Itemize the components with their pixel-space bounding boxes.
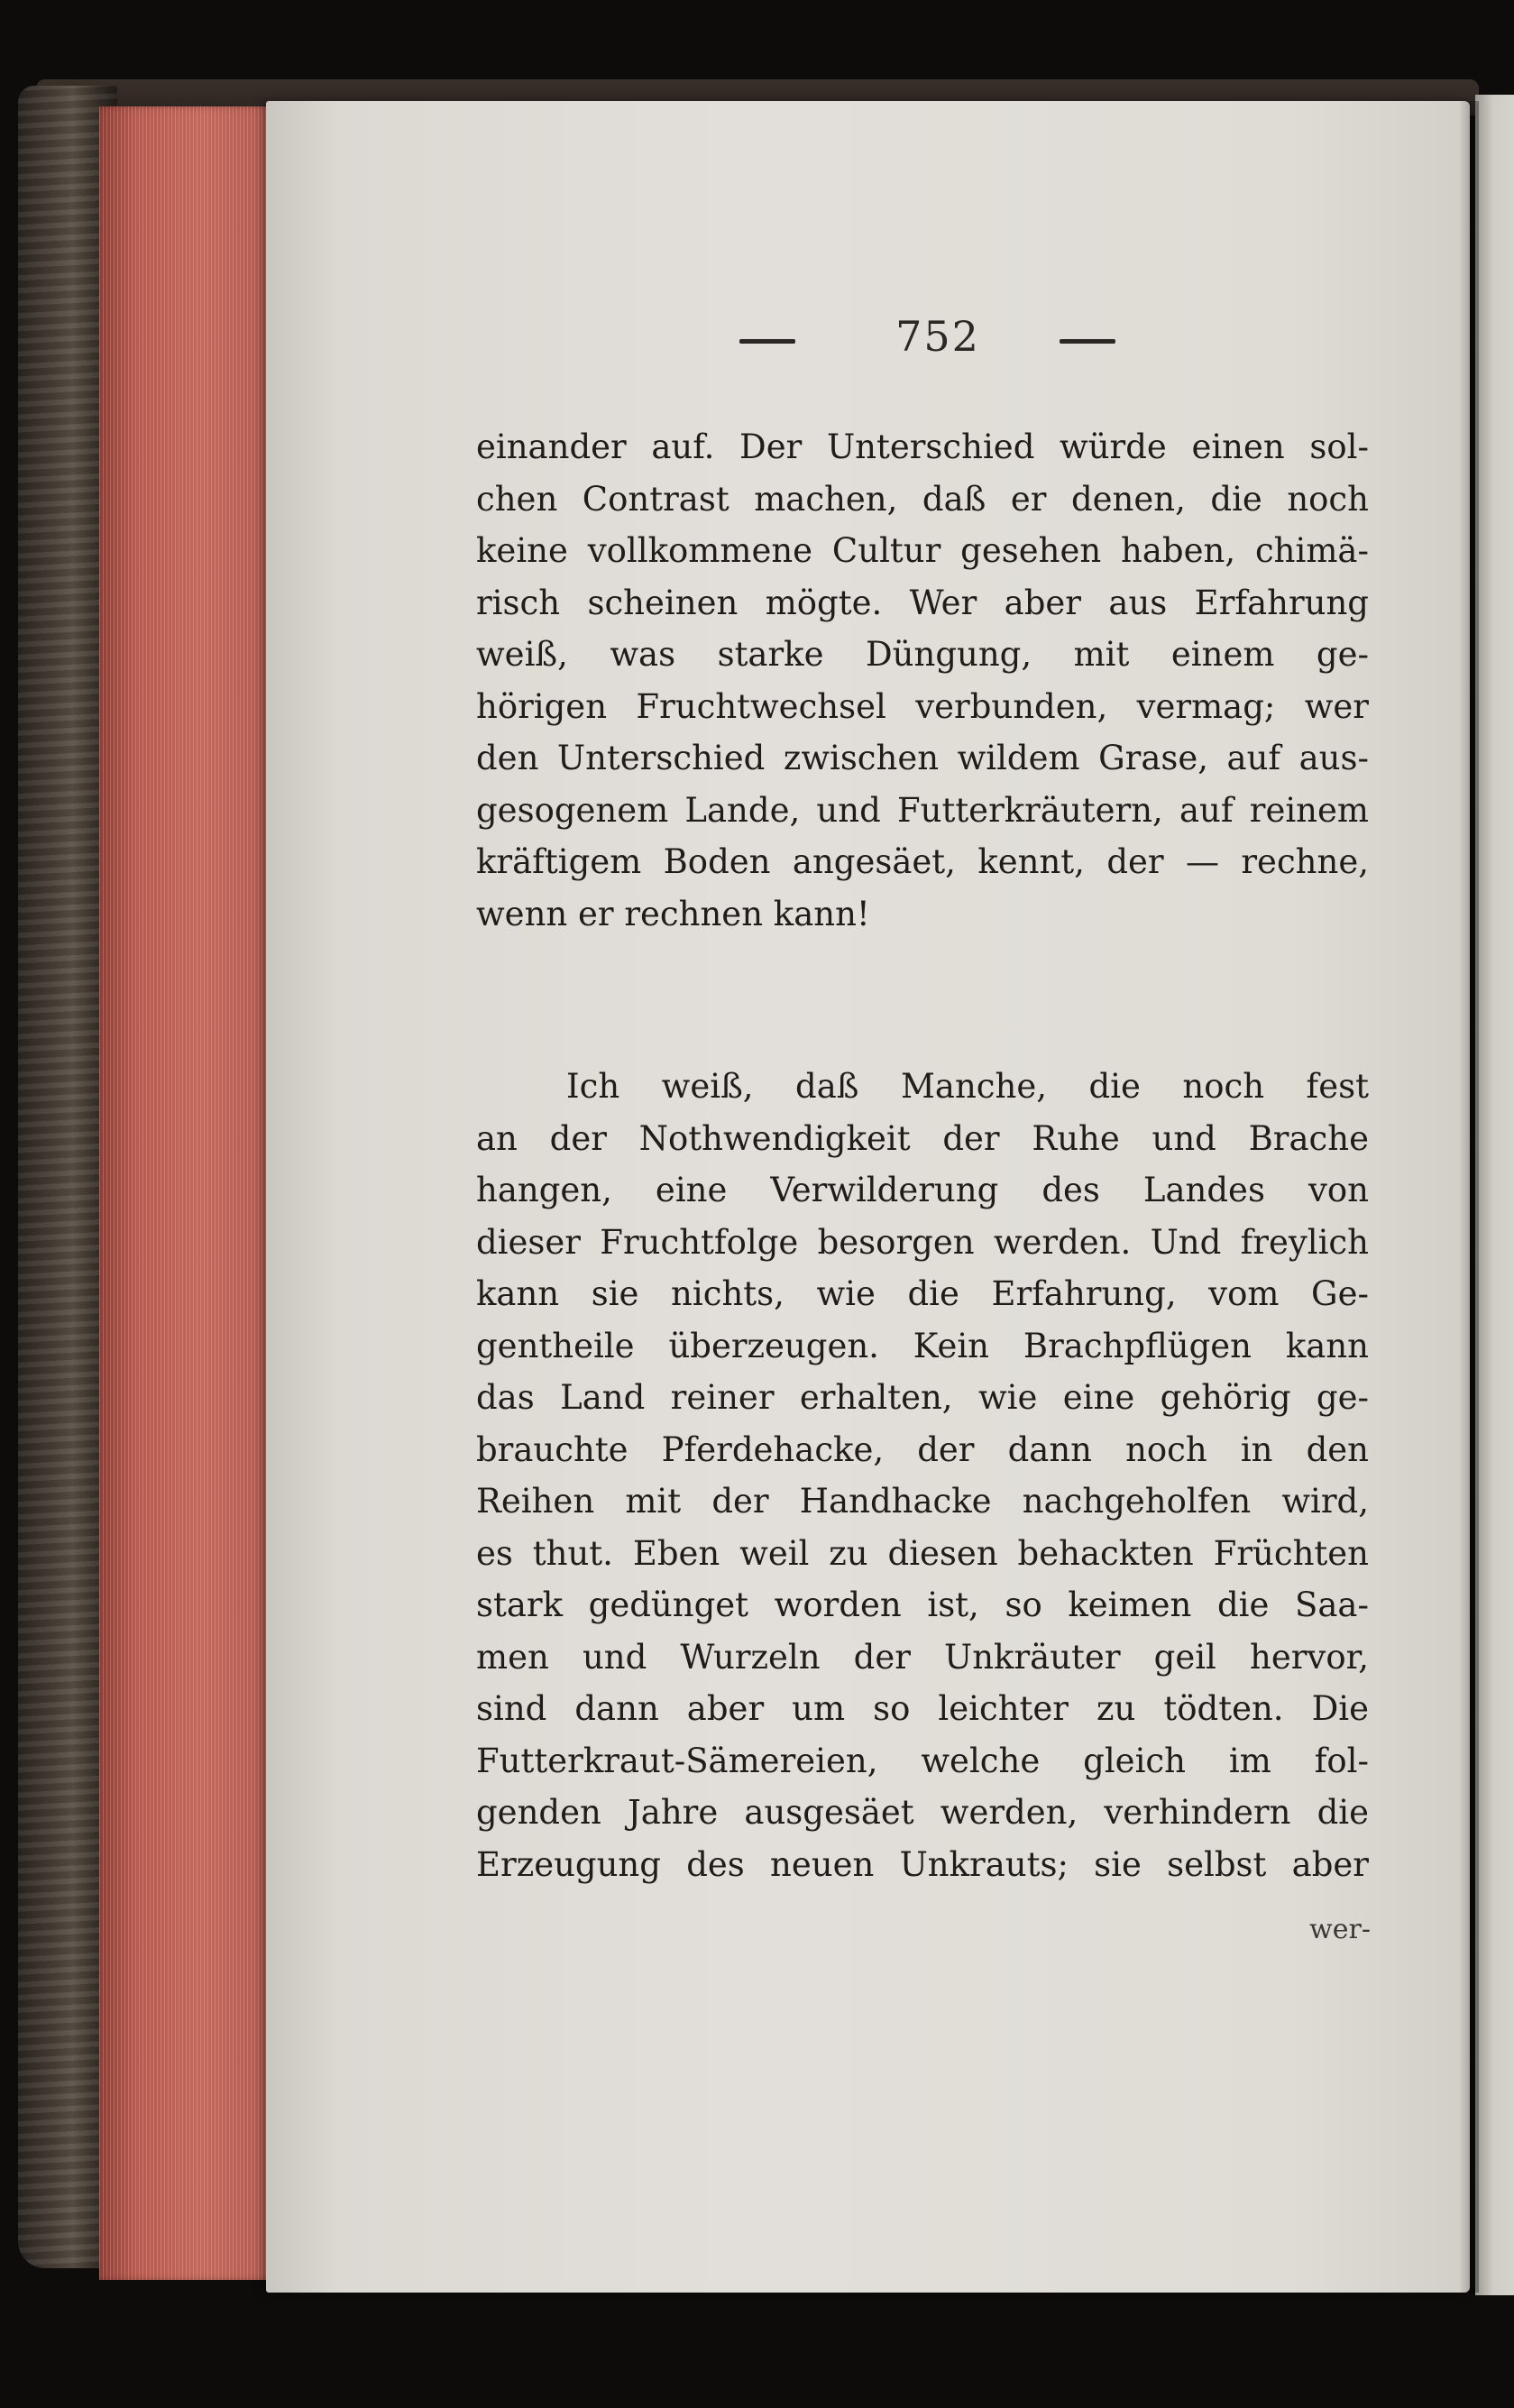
text-line: dieser Fruchtfolge besorgen werden. Und freylich bbox=[476, 1222, 1369, 1262]
catchword: wer- bbox=[1309, 1914, 1371, 1945]
text-line: chen Contrast machen, daß er denen, die noch bbox=[476, 479, 1369, 519]
text-line: einander auf. Der Unterschied würde einen sol- bbox=[476, 427, 1369, 466]
text-line: wenn er rechnen kann! bbox=[476, 894, 870, 933]
text-line: kann sie nichts, wie die Erfahrung, vom Ge- bbox=[476, 1274, 1369, 1313]
text-line: kräftigem Boden angesäet, kennt, der — rechne, bbox=[476, 842, 1369, 881]
text-line: risch scheinen mögte. Wer aber aus Erfahrung bbox=[476, 583, 1369, 622]
header-dash-left bbox=[739, 339, 795, 344]
text-line: hörigen Fruchtwechsel verbunden, vermag; wer bbox=[476, 686, 1369, 726]
text-line: gentheile überzeugen. Kein Brachpflügen kann bbox=[476, 1326, 1369, 1365]
text-line: den Unterschied zwischen wildem Grase, auf aus- bbox=[476, 739, 1369, 777]
text-line: stark gedünget worden ist, so keimen die Saa- bbox=[476, 1585, 1369, 1624]
text-line: Reihen mit der Handhacke nachgeholfen wird, bbox=[476, 1482, 1369, 1521]
text-line: keine vollkommene Cultur gesehen haben, chimä- bbox=[476, 531, 1369, 570]
text-line: hangen, eine Verwilderung des Landes von bbox=[476, 1171, 1369, 1209]
gutter-shadow bbox=[1459, 101, 1479, 2293]
paragraph-1 bbox=[476, 421, 1369, 940]
facing-page-edge bbox=[1475, 95, 1514, 2295]
text-line: an der Nothwendigkeit der Ruhe und Brache bbox=[476, 1118, 1369, 1158]
text-line: sind dann aber um so leichter zu tödten. Die bbox=[476, 1689, 1369, 1728]
text-line: men und Wurzeln der Unkräuter geil hervor, bbox=[476, 1637, 1369, 1677]
text-line: weiß, was starke Düngung, mit einem ge- bbox=[476, 635, 1369, 674]
text-line: Erzeugung des neuen Unkrauts; sie selbst aber bbox=[476, 1844, 1369, 1884]
text-line: es thut. Eben weil zu diesen behackten Früchten bbox=[476, 1533, 1369, 1573]
red-page-edges bbox=[99, 106, 289, 2280]
text-line: Ich weiß, daß Manche, die noch fest bbox=[566, 1067, 1369, 1106]
header-dash-right bbox=[1060, 339, 1115, 344]
text-line: Futterkraut-Sämereien, welche gleich im fol- bbox=[476, 1741, 1369, 1780]
page-header bbox=[739, 312, 1118, 375]
paragraph-2 bbox=[476, 1061, 1369, 1890]
text-line: gesogenem Lande, und Futterkräutern, auf reinem bbox=[476, 790, 1369, 830]
text-line: genden Jahre ausgesäet werden, verhindern die bbox=[476, 1793, 1369, 1832]
page-number: 752 bbox=[895, 312, 980, 361]
text-line: das Land reiner erhalten, wie eine gehörig ge- bbox=[476, 1378, 1369, 1417]
text-line: brauchte Pferdehacke, der dann noch in den bbox=[476, 1429, 1369, 1469]
